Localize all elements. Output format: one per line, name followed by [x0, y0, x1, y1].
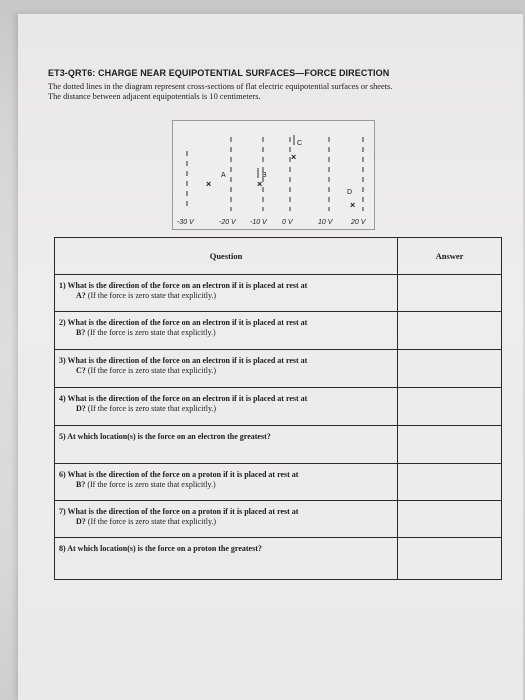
point-a-label: A	[221, 172, 226, 179]
question-cell-2: 2) What is the direction of the force on an electron if it is placed at rest at B? (If the force is zero state that explicitly.)	[55, 312, 398, 350]
diagram-svg	[173, 121, 374, 229]
question-cell-6: 6) What is the direction of the force on a proton if it is placed at rest at B? (If the force is zero state that explicitly.)	[55, 464, 398, 501]
table-row	[55, 501, 502, 538]
potential-label-5: 10 V	[318, 219, 333, 226]
answer-cell-4[interactable]	[398, 388, 502, 426]
table-row	[55, 538, 502, 580]
point-d-marker: ×	[350, 200, 356, 210]
table-row	[55, 464, 502, 501]
potential-label-3: -10 V	[250, 219, 267, 226]
intro-line-1: The dotted lines in the diagram represent cross-sections of flat electric equipotential surfaces or sheets.	[48, 82, 393, 91]
point-b-label: B	[262, 172, 267, 179]
potential-label-2: -20 V	[219, 219, 236, 226]
question-table	[54, 237, 502, 580]
point-c-label: C	[297, 140, 303, 147]
answer-cell-8[interactable]	[398, 538, 502, 580]
question-cell-5: 5) At which location(s) is the force on an electron the greatest?	[55, 426, 398, 464]
answer-cell-3[interactable]	[398, 350, 502, 388]
point-d-label: D	[347, 189, 353, 196]
point-b-marker: ×	[257, 179, 263, 189]
question-cell-7: 7) What is the direction of the force on a proton if it is placed at rest at D? (If the force is zero state that explicitly.)	[55, 501, 398, 538]
intro-text	[48, 82, 498, 102]
answer-column-header: Answer	[398, 238, 502, 275]
answer-cell-1[interactable]	[398, 275, 502, 312]
table-row	[55, 426, 502, 464]
question-cell-4: 4) What is the direction of the force on an electron if it is placed at rest at D? (If the force is zero state that explicitly.)	[55, 388, 398, 426]
potential-label-1: -30 V	[177, 219, 194, 226]
question-column-header: Question	[55, 238, 398, 275]
equipotential-lines	[187, 137, 363, 211]
table-row	[55, 388, 502, 426]
equipotential-diagram	[172, 120, 375, 230]
answer-cell-2[interactable]	[398, 312, 502, 350]
answer-cell-6[interactable]	[398, 464, 502, 501]
potential-label-6: 20 V	[351, 219, 366, 226]
table-row	[55, 312, 502, 350]
answer-cell-5[interactable]	[398, 426, 502, 464]
potential-label-4: 0 V	[282, 219, 293, 226]
point-a-marker: ×	[206, 179, 212, 189]
question-cell-8: 8) At which location(s) is the force on a proton the greatest?	[55, 538, 398, 580]
question-cell-3: 3) What is the direction of the force on an electron if it is placed at rest at C? (If the force is zero state that explicitly.)	[55, 350, 398, 388]
table-header-row	[55, 238, 502, 275]
intro-line-2: The distance between adjacent equipotentials is 10 centimeters.	[48, 92, 261, 101]
table-row	[55, 350, 502, 388]
table-row	[55, 275, 502, 312]
point-c-marker: ×	[291, 152, 297, 162]
question-cell-1: 1) What is the direction of the force on an electron if it is placed at rest at A? (If the force is zero state that explicitly.)	[55, 275, 398, 312]
answer-cell-7[interactable]	[398, 501, 502, 538]
worksheet-title: ET3-QRT6: CHARGE NEAR EQUIPOTENTIAL SURFACES—FORCE DIRECTION	[48, 68, 390, 78]
